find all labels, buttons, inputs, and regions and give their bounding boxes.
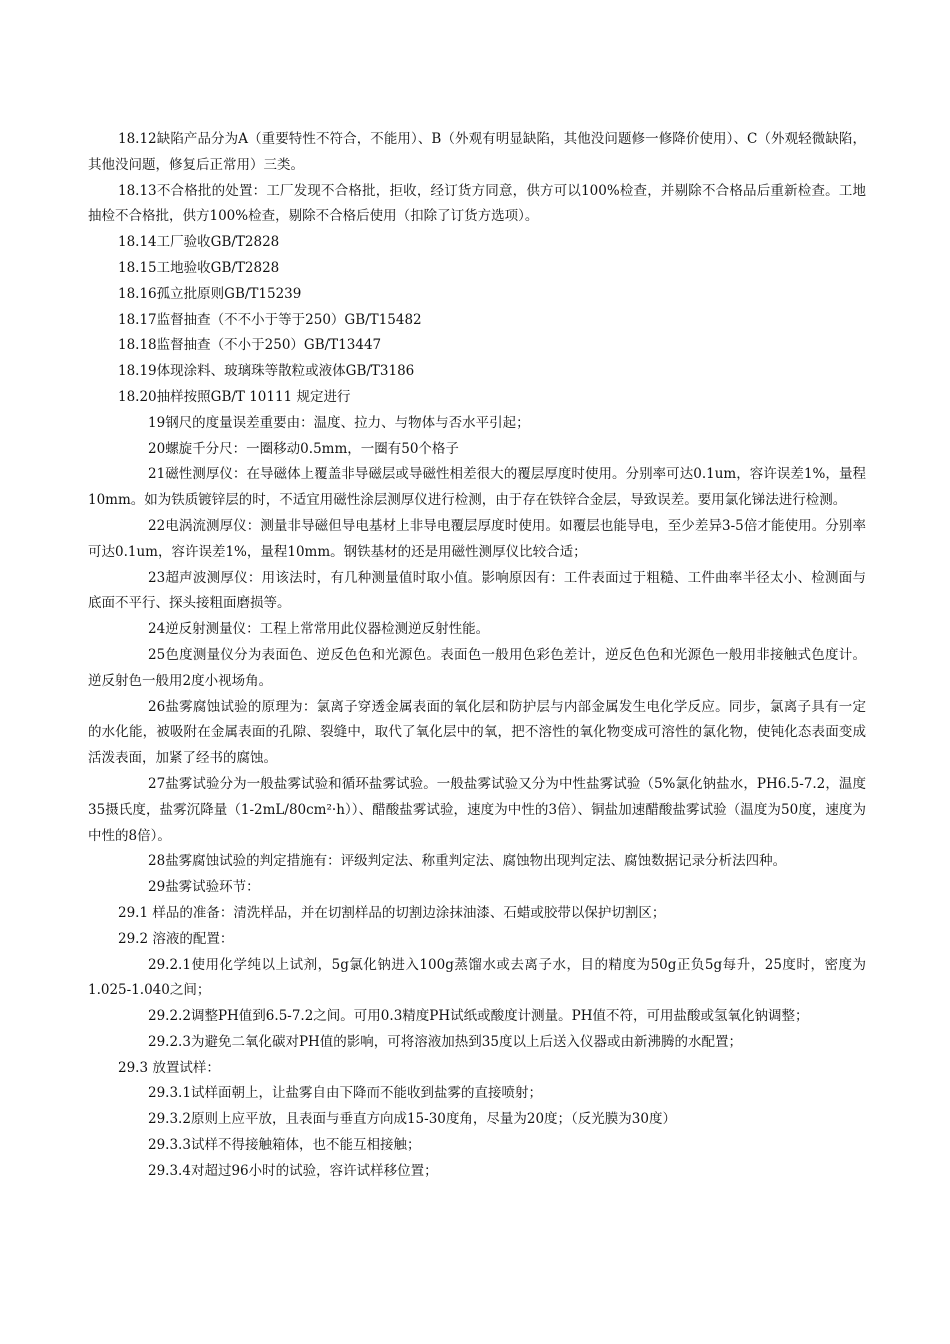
paragraph-text: 不合格批的处置：工厂发现不合格批，拒收，经订货方同意，供方可以100%检查，并剔除不合格品后重新检查。工地抽检不合格批，供方100%检查，剔除不合格后使用（扣除了订货方选项）。 bbox=[88, 182, 866, 225]
paragraph-29-2-1 bbox=[88, 953, 866, 1005]
section-number: 25 bbox=[148, 646, 166, 663]
paragraph-28 bbox=[88, 849, 866, 875]
section-number: 20 bbox=[148, 440, 166, 457]
paragraph-text: 抽样按照GB/T 10111 规定进行 bbox=[156, 388, 351, 405]
paragraph-text: 盐雾腐蚀试验的判定措施有：评级判定法、称重判定法、腐蚀物出现判定法、腐蚀数据记录分析法四种。 bbox=[165, 853, 787, 870]
section-number: 18.17 bbox=[118, 311, 157, 328]
paragraph-18-14 bbox=[88, 230, 866, 256]
section-number: 21 bbox=[148, 466, 166, 483]
section-number: 29.2 bbox=[118, 930, 149, 947]
section-number: 29.3.1 bbox=[148, 1085, 191, 1102]
paragraph-29-2 bbox=[88, 927, 866, 953]
section-number: 22 bbox=[148, 517, 166, 534]
paragraph-18-20 bbox=[88, 385, 866, 411]
paragraph-29-2-2 bbox=[88, 1004, 866, 1030]
paragraph-29 bbox=[88, 875, 866, 901]
paragraph-text: 工地验收GB/T2828 bbox=[156, 259, 280, 276]
section-number: 23 bbox=[148, 569, 166, 586]
section-number: 18.15 bbox=[118, 259, 157, 276]
paragraph-text: 放置试样： bbox=[152, 1059, 220, 1076]
section-number: 24 bbox=[148, 621, 166, 638]
paragraph-text: 原则上应平放，且表面与垂直方向成15-30度角，尽量为20度；（反光膜为30度） bbox=[190, 1111, 676, 1128]
paragraph-29-3-4 bbox=[88, 1159, 866, 1185]
paragraph-29-1 bbox=[88, 901, 866, 927]
paragraph-text: 逆反射测量仪：工程上常常用此仪器检测逆反射性能。 bbox=[165, 621, 490, 638]
paragraph-text: 超声波测厚仪：用该法时，有几种测量值时取小值。影响原因有：工件表面过于粗糙、工件曲率半径太小、检测面与底面不平行、探头接粗面磨损等。 bbox=[88, 569, 866, 612]
paragraph-29-3-1 bbox=[88, 1081, 866, 1107]
section-number: 18.18 bbox=[118, 337, 157, 354]
section-number: 29.2.1 bbox=[148, 956, 191, 973]
paragraph-18-16 bbox=[88, 282, 866, 308]
paragraph-text: 缺陷产品分为A（重要特性不符合，不能用）、B（外观有明显缺陷，其他没问题修一修降价使用）、C（外观轻微缺陷，其他没问题，修复后正常用）三类。 bbox=[88, 131, 866, 173]
paragraph-18-19 bbox=[88, 359, 866, 385]
paragraph-text: 盐雾试验环节： bbox=[165, 879, 260, 896]
paragraph-text: 工厂验收GB/T2828 bbox=[156, 234, 280, 251]
paragraph-text: 为避免二氧化碳对PH值的影响，可将溶液加热到35度以上后送入仪器或由新沸腾的水配置； bbox=[190, 1033, 742, 1050]
paragraph-18-12 bbox=[88, 127, 866, 179]
section-number: 29.1 bbox=[118, 904, 149, 921]
section-number: 18.16 bbox=[118, 285, 157, 302]
paragraph-22 bbox=[88, 514, 866, 566]
paragraph-text: 调整PH值到6.5-7.2之间。可用0.3精度PH试纸或酸度计测量。PH值不符，可用盐酸或氢氧化钠调整； bbox=[190, 1008, 809, 1025]
paragraph-text: 溶液的配置： bbox=[152, 930, 234, 947]
section-number: 18.12 bbox=[118, 131, 157, 147]
section-number: 18.13 bbox=[118, 182, 157, 199]
section-number: 29.3.2 bbox=[148, 1111, 191, 1128]
section-number: 28 bbox=[148, 853, 166, 870]
paragraph-text: 试样不得接触箱体，也不能互相接触； bbox=[190, 1137, 421, 1154]
section-number: 29.3 bbox=[118, 1059, 149, 1076]
section-number: 19 bbox=[148, 414, 166, 431]
paragraph-text: 磁性测厚仪：在导磁体上覆盖非导磁层或导磁性相差很大的覆层厚度时使用。分别率可达0.1um，容许误差1%，量程10mm。如为铁质镀锌层的时，不适宜用磁性涂层测厚仪进行检测，由于存在铁锌合金层，导致误差。要用氯化锑法进行检测。 bbox=[88, 466, 866, 509]
paragraph-text: 孤立批原则GB/T15239 bbox=[156, 285, 302, 302]
section-number: 29.3.3 bbox=[148, 1137, 191, 1154]
paragraph-text: 监督抽查（不小于250）GB/T13447 bbox=[156, 337, 382, 354]
document-page bbox=[88, 127, 866, 1185]
section-number: 18.14 bbox=[118, 234, 157, 251]
paragraph-text: 电涡流测厚仪：测量非导磁但导电基材上非导电覆层厚度时使用。如覆层也能导电，至少差异3-5倍才能使用。分别率可达0.1um，容许误差1%，量程10mm。钢铁基材的还是用磁性测厚仪比较合适； bbox=[88, 517, 866, 560]
paragraph-text: 盐雾腐蚀试验的原理为：氯离子穿透金属表面的氧化层和防护层与内部金属发生电化学反应。同步，氯离子具有一定的水化能，被吸附在金属表面的孔隙、裂缝中，取代了氧化层中的氧，把不溶性的氧化物变成可溶性的氯化物，使钝化态表面变成活泼表面，加紧了经书的腐蚀。 bbox=[88, 698, 866, 767]
paragraph-text: 螺旋千分尺：一圈移动0.5mm，一圈有50个格子 bbox=[165, 440, 459, 457]
paragraph-21 bbox=[88, 462, 866, 514]
paragraph-29-2-3 bbox=[88, 1030, 866, 1056]
paragraph-text: 监督抽查（不不小于等于250）GB/T15482 bbox=[156, 311, 422, 328]
paragraph-text: 盐雾试验分为一般盐雾试验和循环盐雾试验。一般盐雾试验又分为中性盐雾试验（5%氯化钠盐水，PH6.5-7.2，温度35摄氏度，盐雾沉降量（1-2mL/80cm²·h））、醋酸盐雾试验，速度为中性的3倍）、铜盐加速醋酸盐雾试验（温度为50度，速度为中性的8倍）。 bbox=[88, 775, 866, 844]
section-number: 27 bbox=[148, 775, 166, 792]
paragraph-29-3-2 bbox=[88, 1107, 866, 1133]
paragraph-text: 使用化学纯以上试剂，5g氯化钠进入100g蒸馏水或去离子水，目的精度为50g正负5g每升，25度时，密度为1.025-1.040之间； bbox=[88, 956, 866, 999]
paragraph-text: 体现涂料、玻璃珠等散粒或液体GB/T3186 bbox=[156, 363, 415, 380]
section-number: 18.20 bbox=[118, 388, 157, 405]
paragraph-18-15 bbox=[88, 256, 866, 282]
paragraph-text: 钢尺的度量误差重要由：温度、拉力、与物体与否水平引起； bbox=[165, 414, 530, 431]
section-number: 29 bbox=[148, 879, 166, 896]
paragraph-20 bbox=[88, 437, 866, 463]
paragraph-25 bbox=[88, 643, 866, 695]
section-number: 26 bbox=[148, 698, 166, 715]
paragraph-text: 色度测量仪分为表面色、逆反色色和光源色。表面色一般用色彩色差计，逆反色色和光源色一般用非接触式色度计。逆反射色一般用2度小视场角。 bbox=[88, 646, 866, 689]
section-number: 29.2.3 bbox=[148, 1033, 191, 1050]
paragraph-18-17 bbox=[88, 308, 866, 334]
paragraph-text: 对超过96小时的试验，容许试样移位置； bbox=[190, 1162, 438, 1179]
section-number: 29.3.4 bbox=[148, 1162, 191, 1179]
paragraph-18-13 bbox=[88, 179, 866, 231]
paragraph-18-18 bbox=[88, 333, 866, 359]
paragraph-19 bbox=[88, 411, 866, 437]
paragraph-text: 样品的准备：清洗样品，并在切割样品的切割边涂抹油漆、石蜡或胶带以保护切割区； bbox=[152, 904, 666, 921]
paragraph-23 bbox=[88, 566, 866, 618]
paragraph-24 bbox=[88, 617, 866, 643]
paragraph-29-3 bbox=[88, 1056, 866, 1082]
section-number: 18.19 bbox=[118, 363, 157, 380]
paragraph-26 bbox=[88, 695, 866, 772]
paragraph-29-3-3 bbox=[88, 1133, 866, 1159]
paragraph-27 bbox=[88, 772, 866, 849]
section-number: 29.2.2 bbox=[148, 1008, 191, 1025]
paragraph-text: 试样面朝上，让盐雾自由下降而不能收到盐雾的直接喷射； bbox=[190, 1085, 542, 1102]
